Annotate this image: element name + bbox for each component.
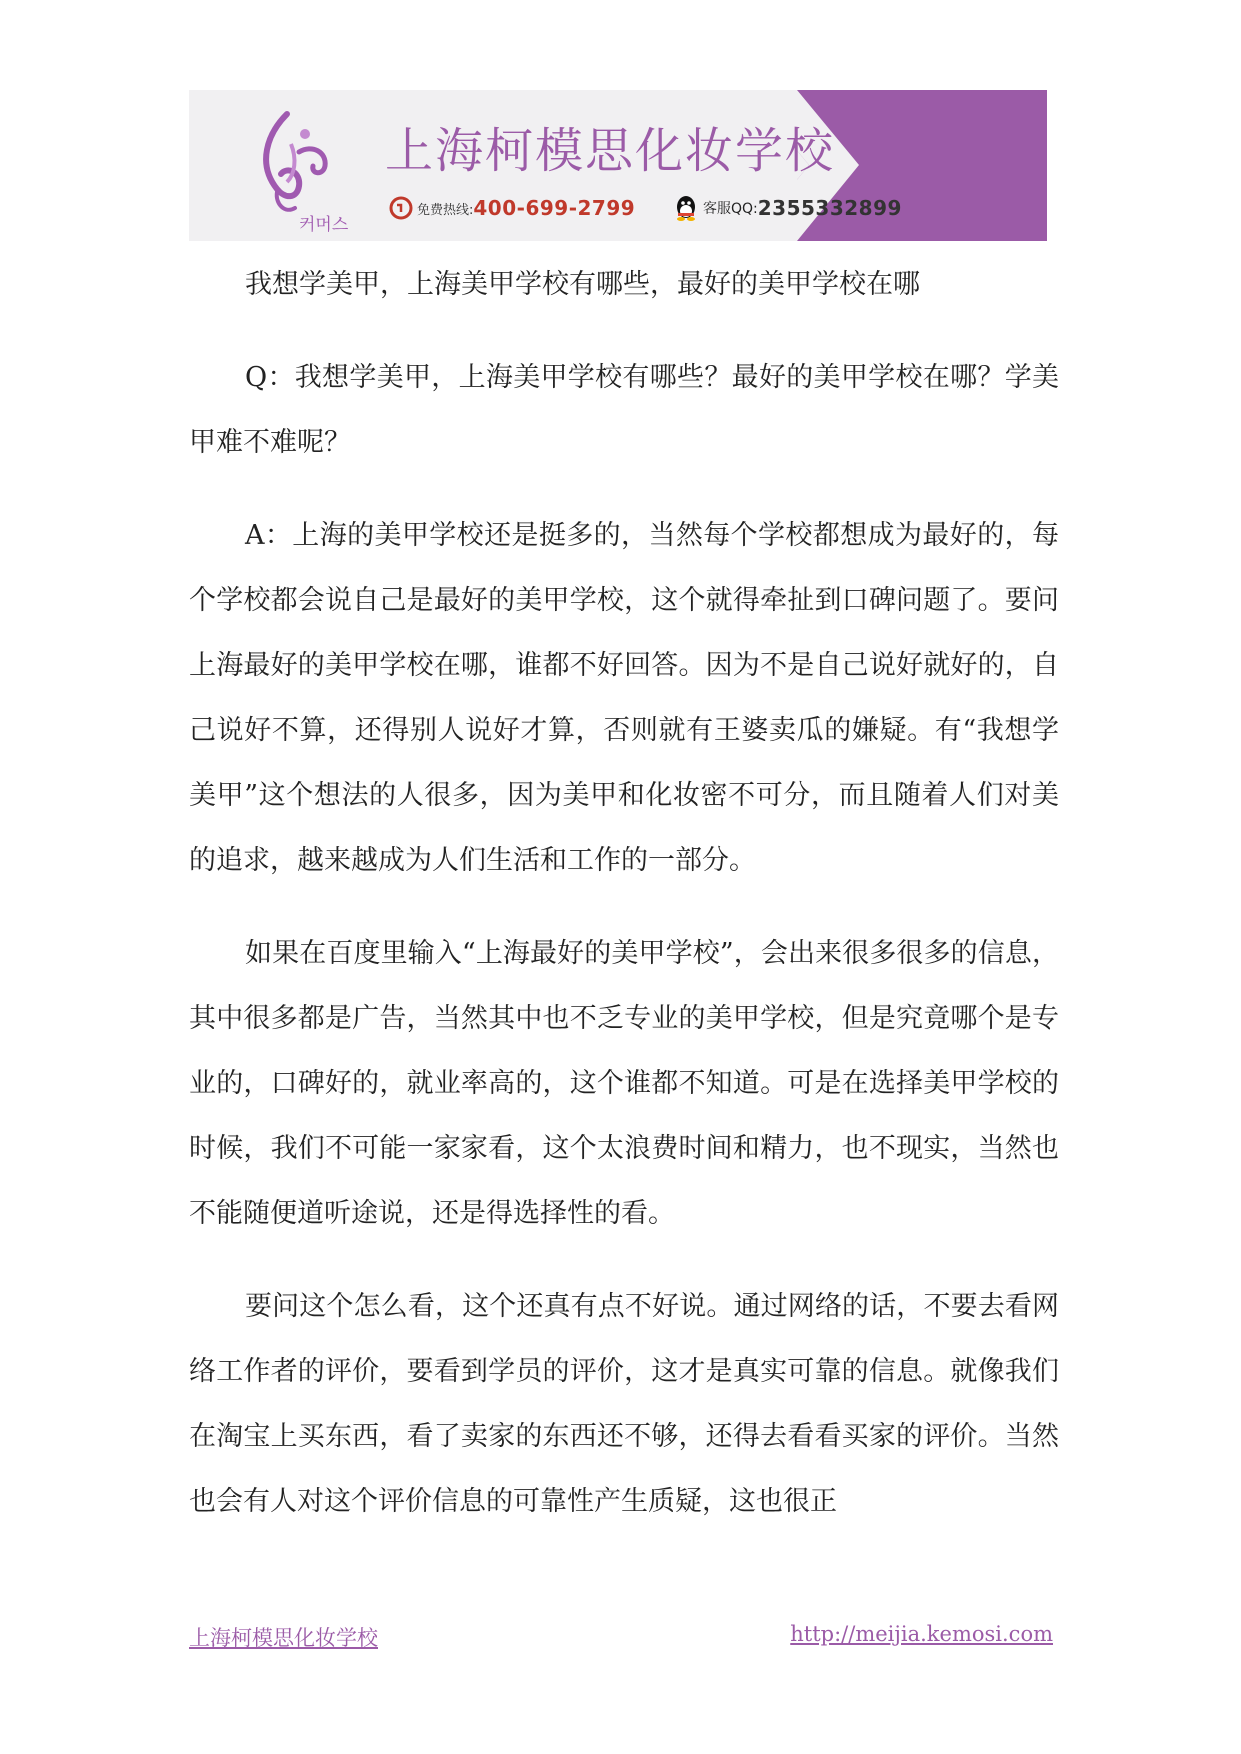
- qq-label: 客服QQ:: [703, 201, 758, 217]
- banner-title: 上海柯模思化妆学校: [385, 123, 836, 179]
- article-body: [189, 252, 1059, 1534]
- footer-school-link[interactable]: 上海柯模思化妆学校: [189, 1626, 378, 1650]
- paragraph-question: Q：我想学美甲，上海美甲学校有哪些？最好的美甲学校在哪？学美甲难不难呢？: [189, 362, 1059, 458]
- phone-icon: [389, 196, 413, 220]
- header-banner: [189, 90, 1047, 241]
- paragraph-reviews: 要问这个怎么看，这个还真有点不好说。通过网络的话，不要去看网络工作者的评价，要看到学员的评价，这才是真实可靠的信息。就像我们在淘宝上买东西，看了卖家的东西还不够，还得去看看买家的评价。当然也会有人对这个评价信息的可靠性产生质疑，这也很正: [189, 1291, 1059, 1517]
- paragraph-search: 如果在百度里输入“上海最好的美甲学校”，会出来很多很多的信息，其中很多都是广告，当然其中也不乏专业的美甲学校，但是究竟哪个是专业的，口碑好的，就业率高的，这个谁都不知道。可是在选择美甲学校的时候，我们不可能一家家看，这个太浪费时间和精力，也不现实，当然也不能随便道听途说，还是得选择性的看。: [189, 938, 1059, 1229]
- qq-penguin-icon: [672, 194, 700, 222]
- flower-logo-icon: [247, 104, 337, 224]
- paragraph-answer: A：上海的美甲学校还是挺多的，当然每个学校都想成为最好的，每个学校都会说自己是最好的美甲学校，这个就得牵扯到口碑问题了。要问上海最好的美甲学校在哪，谁都不好回答。因为不是自己说好就好的，自己说好不算，还得别人说好才算，否则就有王婆卖瓜的嫌疑。有“我想学美甲”这个想法的人很多，因为美甲和化妆密不可分，而且随着人们对美的追求，越来越成为人们生活和工作的一部分。: [189, 520, 1059, 876]
- hotline-number: 400-699-2799: [473, 196, 636, 220]
- logo-subtext: 커머스: [299, 215, 349, 235]
- qq-number: 2355332899: [757, 196, 902, 220]
- hotline-label: 免费热线:: [417, 202, 474, 218]
- article-title: 我想学美甲，上海美甲学校有哪些，最好的美甲学校在哪: [245, 269, 920, 300]
- footer-url-link[interactable]: http://meijia.kemosi.com: [790, 1622, 1053, 1646]
- hotline: [389, 194, 635, 222]
- qq-contact: [672, 194, 902, 222]
